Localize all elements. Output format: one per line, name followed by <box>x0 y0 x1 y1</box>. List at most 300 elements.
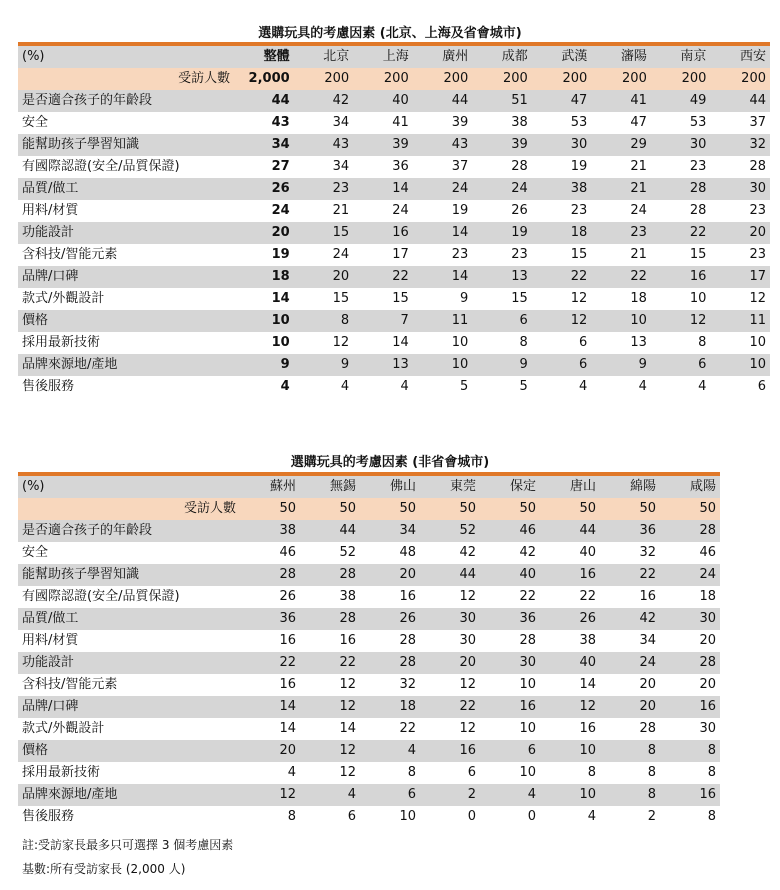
table-row <box>18 806 720 828</box>
table-cell: 10 <box>749 335 766 350</box>
column-header: 瀋陽 <box>591 44 651 68</box>
column-header: 保定 <box>480 474 540 498</box>
table-cell: 14 <box>271 291 290 306</box>
table-cell: 53 <box>689 115 707 130</box>
table-cell: 20 <box>294 266 354 288</box>
table-cell: 19 <box>472 222 532 244</box>
column-header: 無錫 <box>300 474 360 498</box>
factor-label: 品質/做工 <box>18 178 234 200</box>
table-cell: 42 <box>294 90 354 112</box>
table-cell: 12 <box>339 765 356 780</box>
table-cell: 23 <box>294 178 354 200</box>
table-cell: 2 <box>420 784 480 806</box>
table-cell: 6 <box>651 354 711 376</box>
table-cell: 32 <box>639 545 656 560</box>
table-cell: 10 <box>399 809 416 824</box>
table-cell: 22 <box>399 721 416 736</box>
factor-label: 採用最新技術 <box>22 335 101 350</box>
column-header: 佛山 <box>360 474 420 498</box>
column-header: 武漢 <box>532 44 592 68</box>
table-cell: 20 <box>600 696 660 718</box>
table-cell: 44 <box>420 564 480 586</box>
table-cell: 30 <box>699 721 716 736</box>
table-cell: 8 <box>294 310 354 332</box>
table-cell: 36 <box>480 608 540 630</box>
table-cell: 13 <box>630 335 647 350</box>
table-cell: 22 <box>420 696 480 718</box>
table-cell: 38 <box>511 115 528 130</box>
table-cell: 12 <box>459 677 476 692</box>
factor-label: 採用最新技術 <box>22 765 101 780</box>
respondents-label: 受訪人數 <box>18 68 234 90</box>
table-row <box>18 630 720 652</box>
table-cell: 44 <box>300 520 360 542</box>
table-cell: 41 <box>591 90 651 112</box>
table-cell: 38 <box>532 178 592 200</box>
table-cell: 8 <box>698 335 707 350</box>
respondents-label: 受訪人數 <box>18 498 240 520</box>
column-header: 南京 <box>651 44 711 68</box>
table-cell: 21 <box>630 247 647 262</box>
table-cell: 12 <box>749 291 766 306</box>
table-provincial-cities <box>18 42 770 398</box>
table-cell: 51 <box>472 90 532 112</box>
table-cell: 44 <box>413 90 473 112</box>
table-cell: 39 <box>451 115 469 130</box>
table-cell: 8 <box>600 740 660 762</box>
table-cell: 41 <box>392 115 409 130</box>
table-row <box>18 266 770 288</box>
table-cell: 46 <box>699 545 716 560</box>
table-cell: 28 <box>651 178 711 200</box>
table-cell: 8 <box>287 809 296 824</box>
table-cell: 13 <box>353 354 413 376</box>
table-row <box>18 376 770 398</box>
column-header: 上海 <box>353 44 413 68</box>
table-cell: 16 <box>279 677 296 692</box>
respondents-row <box>18 498 720 520</box>
table-cell: 24 <box>660 564 720 586</box>
table-cell: 9 <box>591 354 651 376</box>
factor-label: 是否適合孩子的年齡段 <box>18 520 240 542</box>
factor-label: 含科技/智能元素 <box>22 247 118 262</box>
table-cell: 14 <box>579 677 596 692</box>
table-cell: 20 <box>240 740 300 762</box>
respondents-count: 50 <box>360 498 420 520</box>
table-cell: 20 <box>234 222 294 244</box>
table-cell: 24 <box>630 203 647 218</box>
table-cell: 5 <box>519 379 528 394</box>
table-cell: 8 <box>587 765 596 780</box>
table-row <box>18 332 770 354</box>
table-cell: 23 <box>570 203 588 218</box>
table-cell: 28 <box>240 564 300 586</box>
factor-label: 品牌/口碑 <box>18 696 240 718</box>
table-cell: 20 <box>420 652 480 674</box>
table-cell: 23 <box>749 203 766 218</box>
table-cell: 28 <box>300 608 360 630</box>
table-row <box>18 520 720 542</box>
table-cell: 10 <box>271 335 290 350</box>
table-cell: 9 <box>459 291 469 306</box>
table-cell: 28 <box>639 721 656 736</box>
table-cell: 21 <box>630 159 647 174</box>
table-cell: 24 <box>600 652 660 674</box>
table-row <box>18 222 770 244</box>
table-row <box>18 674 720 696</box>
table-cell: 18 <box>360 696 420 718</box>
table-cell: 28 <box>660 652 720 674</box>
column-header: 廣州 <box>413 44 473 68</box>
table-cell: 6 <box>467 765 476 780</box>
table-cell: 49 <box>651 90 711 112</box>
table-cell: 14 <box>392 335 409 350</box>
table-cell: 6 <box>757 379 766 394</box>
factor-label: 能幫助孩子學習知識 <box>18 564 240 586</box>
table-cell: 9 <box>472 354 532 376</box>
table-row <box>18 112 770 134</box>
table-cell: 43 <box>294 134 354 156</box>
table-cell: 23 <box>511 247 528 262</box>
table-cell: 10 <box>540 740 600 762</box>
table-cell: 23 <box>749 247 766 262</box>
factor-label: 品牌/口碑 <box>18 266 234 288</box>
table-cell: 44 <box>540 520 600 542</box>
table-row <box>18 740 720 762</box>
factor-label: 有國際認證(安全/品質保證) <box>22 589 180 604</box>
table-cell: 30 <box>459 633 476 648</box>
table-cell: 15 <box>689 247 707 262</box>
table1-title: 選購玩具的考慮因素 (北京、上海及省會城市) <box>258 26 522 41</box>
table-cell: 27 <box>271 159 290 174</box>
table-cell: 44 <box>234 90 294 112</box>
table-cell: 24 <box>271 203 290 218</box>
table-cell: 22 <box>240 652 300 674</box>
table-cell: 4 <box>340 379 350 394</box>
table-cell: 10 <box>413 354 473 376</box>
table-cell: 44 <box>710 90 770 112</box>
table-cell: 53 <box>570 115 588 130</box>
column-header: 西安 <box>710 44 770 68</box>
respondents-count: 200 <box>591 68 651 90</box>
table-cell: 20 <box>639 677 656 692</box>
table-cell: 23 <box>591 222 651 244</box>
table-cell: 21 <box>332 203 350 218</box>
table-cell: 6 <box>360 784 420 806</box>
respondents-count: 200 <box>532 68 592 90</box>
respondents-count: 200 <box>651 68 711 90</box>
table-cell: 40 <box>353 90 413 112</box>
table-cell: 30 <box>480 652 540 674</box>
table-row <box>18 784 720 806</box>
table-cell: 15 <box>294 222 354 244</box>
table-cell: 17 <box>392 247 409 262</box>
table-cell: 28 <box>519 633 536 648</box>
table-cell: 39 <box>353 134 413 156</box>
column-header: 蘇州 <box>240 474 300 498</box>
table-cell: 28 <box>399 633 416 648</box>
table-cell: 22 <box>600 564 660 586</box>
table-cell: 12 <box>540 696 600 718</box>
table-cell: 16 <box>660 696 720 718</box>
table-cell: 32 <box>710 134 770 156</box>
table-cell: 48 <box>399 545 416 560</box>
table-cell: 12 <box>300 696 360 718</box>
table-cell: 24 <box>392 203 409 218</box>
factor-label: 含科技/智能元素 <box>22 677 118 692</box>
column-header: 綿陽 <box>600 474 660 498</box>
table-cell: 28 <box>360 652 420 674</box>
factor-label: 售後服務 <box>22 809 75 824</box>
table-cell: 10 <box>519 677 536 692</box>
table2-title: 選購玩具的考慮因素 (非省會城市) <box>290 455 490 470</box>
respondents-count: 50 <box>540 498 600 520</box>
table-row <box>18 718 720 740</box>
table-cell: 18 <box>630 291 647 306</box>
table-cell: 12 <box>651 310 711 332</box>
table-cell: 28 <box>689 203 707 218</box>
table-cell: 16 <box>540 564 600 586</box>
table-cell: 24 <box>472 178 532 200</box>
table-cell: 18 <box>699 589 716 604</box>
table-cell: 4 <box>579 379 588 394</box>
table-cell: 52 <box>339 545 356 560</box>
respondents-count: 200 <box>413 68 473 90</box>
table-cell: 14 <box>240 696 300 718</box>
respondents-count: 200 <box>710 68 770 90</box>
table-cell: 10 <box>540 784 600 806</box>
table-cell: 10 <box>451 335 469 350</box>
table-row <box>18 134 770 156</box>
table-cell: 30 <box>660 608 720 630</box>
unit-label: (%) <box>18 474 240 498</box>
table-cell: 9 <box>234 354 294 376</box>
table-cell: 16 <box>353 222 413 244</box>
table-row <box>18 564 720 586</box>
table-cell: 18 <box>532 222 592 244</box>
factor-label: 是否適合孩子的年齡段 <box>18 90 234 112</box>
table-row <box>18 652 720 674</box>
table-cell: 46 <box>279 545 296 560</box>
table-cell: 16 <box>420 740 480 762</box>
table-cell: 43 <box>413 134 473 156</box>
table-cell: 18 <box>234 266 294 288</box>
table-cell: 15 <box>570 247 588 262</box>
table-cell: 22 <box>353 266 413 288</box>
column-header: 唐山 <box>540 474 600 498</box>
table-cell: 13 <box>472 266 532 288</box>
unit-label: (%) <box>18 44 234 68</box>
table-cell: 23 <box>451 247 469 262</box>
factor-label: 價格 <box>18 740 240 762</box>
factor-label: 款式/外觀設計 <box>22 721 105 736</box>
table-cell: 28 <box>749 159 766 174</box>
table-row <box>18 586 720 608</box>
table-cell: 6 <box>347 809 356 824</box>
table-cell: 14 <box>353 178 413 200</box>
column-header: 北京 <box>294 44 354 68</box>
respondents-count: 50 <box>660 498 720 520</box>
column-header: 東莞 <box>420 474 480 498</box>
table-cell: 29 <box>591 134 651 156</box>
table-cell: 16 <box>279 633 296 648</box>
table-cell: 26 <box>279 589 296 604</box>
table-cell: 8 <box>519 335 528 350</box>
table-cell: 22 <box>651 222 711 244</box>
table-cell: 12 <box>570 291 588 306</box>
table-cell: 14 <box>339 721 356 736</box>
table-cell: 19 <box>451 203 469 218</box>
table-cell: 42 <box>459 545 476 560</box>
table-cell: 42 <box>600 608 660 630</box>
respondents-count: 50 <box>480 498 540 520</box>
table-cell: 26 <box>360 608 420 630</box>
table-row <box>18 762 720 784</box>
table-cell: 15 <box>332 291 350 306</box>
respondents-count: 2,000 <box>234 68 294 90</box>
table-cell: 26 <box>511 203 528 218</box>
table-cell: 34 <box>332 159 350 174</box>
table-cell: 16 <box>660 784 720 806</box>
respondents-row <box>18 68 770 90</box>
table-cell: 28 <box>660 520 720 542</box>
table-cell: 10 <box>519 765 536 780</box>
column-header: 整體 <box>234 44 294 68</box>
factor-label: 品牌來源地/產地 <box>18 784 240 806</box>
table-cell: 28 <box>300 564 360 586</box>
table-cell: 4 <box>698 379 707 394</box>
table-cell: 39 <box>472 134 532 156</box>
table-cell: 12 <box>240 784 300 806</box>
table-cell: 7 <box>353 310 413 332</box>
table-cell: 8 <box>660 740 720 762</box>
table-row <box>18 696 720 718</box>
table-cell: 4 <box>287 765 296 780</box>
footnote: 註:受訪家長最多只可選擇 3 個考慮因素 <box>22 838 234 852</box>
table-cell: 22 <box>519 589 536 604</box>
table-cell: 11 <box>413 310 473 332</box>
factor-label: 安全 <box>22 115 49 130</box>
table-cell: 6 <box>480 740 540 762</box>
table-cell: 20 <box>699 633 716 648</box>
table-cell: 6 <box>532 354 592 376</box>
table-cell: 34 <box>234 134 294 156</box>
table-cell: 15 <box>392 291 409 306</box>
table-row <box>18 310 770 332</box>
table-cell: 40 <box>480 564 540 586</box>
table-cell: 14 <box>413 266 473 288</box>
factor-label: 能幫助孩子學習知識 <box>18 134 234 156</box>
table-cell: 0 <box>527 809 536 824</box>
table-row <box>18 542 720 564</box>
table-cell: 38 <box>240 520 300 542</box>
table-cell: 38 <box>579 633 596 648</box>
table-cell: 22 <box>591 266 651 288</box>
table-cell: 34 <box>360 520 420 542</box>
table-cell: 16 <box>480 696 540 718</box>
table-cell: 4 <box>638 379 647 394</box>
column-header: 咸陽 <box>660 474 720 498</box>
table-non-provincial-cities <box>18 472 720 828</box>
factor-label: 用料/材質 <box>22 633 79 648</box>
table-cell: 19 <box>271 247 290 262</box>
table-cell: 4 <box>360 740 420 762</box>
factor-label: 功能設計 <box>18 652 240 674</box>
factor-label: 售後服務 <box>22 379 75 394</box>
table-cell: 22 <box>579 589 596 604</box>
table-cell: 30 <box>651 134 711 156</box>
base-note: 基數:所有受訪家長 (2,000 人) <box>22 862 186 876</box>
table-cell: 23 <box>689 159 707 174</box>
table-cell: 47 <box>532 90 592 112</box>
table-cell: 16 <box>639 589 656 604</box>
table-cell: 20 <box>360 564 420 586</box>
factor-label: 款式/外觀設計 <box>22 291 105 306</box>
table-row <box>18 90 770 112</box>
table-row <box>18 200 770 222</box>
respondents-count: 200 <box>353 68 413 90</box>
table-cell: 40 <box>540 652 600 674</box>
column-header: 成都 <box>472 44 532 68</box>
table-cell: 22 <box>532 266 592 288</box>
table-cell: 16 <box>339 633 356 648</box>
table-cell: 34 <box>332 115 350 130</box>
factor-label: 有國際認證(安全/品質保證) <box>22 159 180 174</box>
respondents-count: 50 <box>300 498 360 520</box>
table-cell: 16 <box>651 266 711 288</box>
table-row <box>18 156 770 178</box>
table-cell: 4 <box>280 379 290 394</box>
table-cell: 20 <box>699 677 716 692</box>
table-cell: 26 <box>234 178 294 200</box>
table-row <box>18 608 720 630</box>
table-cell: 8 <box>707 809 716 824</box>
respondents-count: 50 <box>420 498 480 520</box>
table-cell: 37 <box>749 115 766 130</box>
table-cell: 17 <box>710 266 770 288</box>
header-row <box>18 474 720 498</box>
table-cell: 52 <box>420 520 480 542</box>
table-cell: 36 <box>392 159 409 174</box>
table-row <box>18 354 770 376</box>
table-cell: 12 <box>332 335 350 350</box>
table-cell: 24 <box>332 247 350 262</box>
table-cell: 21 <box>591 178 651 200</box>
table-cell: 10 <box>234 310 294 332</box>
table-cell: 32 <box>399 677 416 692</box>
table-cell: 20 <box>710 222 770 244</box>
table-cell: 10 <box>519 721 536 736</box>
table-cell: 16 <box>399 589 416 604</box>
table-cell: 8 <box>647 765 656 780</box>
table-cell: 14 <box>413 222 473 244</box>
table-cell: 2 <box>647 809 656 824</box>
table-cell: 10 <box>689 291 707 306</box>
table-cell: 8 <box>600 784 660 806</box>
table-cell: 37 <box>451 159 469 174</box>
table-cell: 16 <box>579 721 596 736</box>
table-cell: 36 <box>240 608 300 630</box>
table-cell: 4 <box>300 784 360 806</box>
header-row <box>18 44 770 68</box>
table-cell: 12 <box>459 721 476 736</box>
table-cell: 12 <box>339 677 356 692</box>
respondents-count: 200 <box>294 68 354 90</box>
table-row <box>18 244 770 266</box>
table-cell: 5 <box>459 379 469 394</box>
table-cell: 12 <box>459 589 476 604</box>
respondents-count: 200 <box>472 68 532 90</box>
